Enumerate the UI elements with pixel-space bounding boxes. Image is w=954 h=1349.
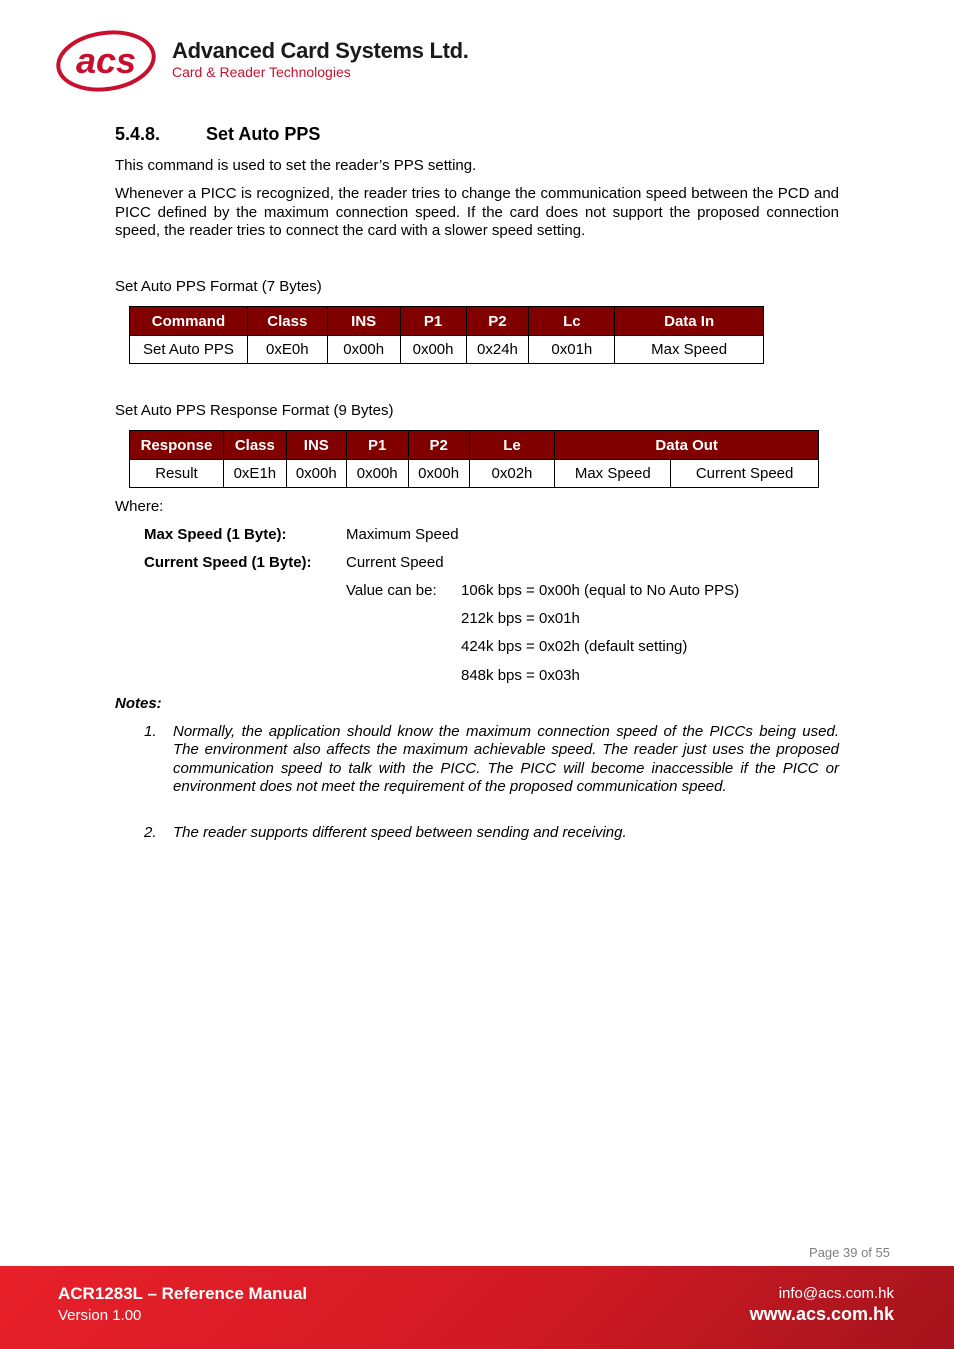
table-row (130, 336, 764, 364)
value-label: Value can be: (346, 582, 437, 599)
table-cell: 0x01h (529, 336, 615, 364)
table-row (130, 460, 819, 488)
response-format-table (129, 430, 819, 488)
table-cell: 0x02h (469, 460, 555, 488)
table-cell: Max Speed (615, 336, 764, 364)
note-text: The reader supports different speed between sending and receiving. (173, 824, 627, 841)
command-format-table (129, 306, 764, 364)
table-cell: 0x00h (346, 460, 408, 488)
current-speed-desc: Current Speed (346, 554, 444, 571)
table-cell: Current Speed (671, 460, 819, 488)
notes-label: Notes: (115, 695, 162, 712)
footer-email-link[interactable]: info@acs.com.hk (778, 1285, 894, 1302)
header-cell: Data In (615, 307, 764, 336)
table-header-row (130, 307, 764, 336)
table-cell: Max Speed (555, 460, 671, 488)
speed-value: 848k bps = 0x03h (461, 667, 580, 684)
command-table-caption: Set Auto PPS Format (7 Bytes) (115, 278, 322, 295)
table-cell: 0xE0h (247, 336, 327, 364)
table-cell: 0x00h (408, 460, 469, 488)
footer-manual-title: ACR1283L – Reference Manual (58, 1284, 308, 1303)
table-cell: 0x00h (286, 460, 346, 488)
speed-value: 106k bps = 0x00h (equal to No Auto PPS) (461, 582, 740, 599)
header-cell: Le (469, 431, 555, 460)
max-speed-desc: Maximum Speed (346, 526, 459, 543)
footer-website-link[interactable]: www.acs.com.hk (749, 1304, 894, 1324)
company-tagline: Card & Reader Technologies (172, 64, 351, 80)
header-cell: P2 (466, 307, 529, 336)
response-table-caption: Set Auto PPS Response Format (9 Bytes) (115, 402, 394, 419)
note-number: 1. (144, 723, 157, 740)
table-cell: Result (130, 460, 224, 488)
svg-text:acs: acs (75, 40, 137, 81)
section-title: Set Auto PPS (206, 124, 321, 144)
header-cell: Command (130, 307, 248, 336)
table-cell: 0x24h (466, 336, 529, 364)
intro-paragraph: This command is used to set the reader’s PPS setting. (115, 157, 477, 174)
table-header-row (130, 431, 819, 460)
description-paragraph: Whenever a PICC is recognized, the reader tries to change the communication speed between the PCD and PICC defined by the maximum connection speed. If the card does not support the proposed connection speed, the reader tries to connect the card with a slower speed setting. (115, 185, 839, 239)
header-cell: P1 (400, 307, 466, 336)
table-cell: 0x00h (327, 336, 400, 364)
header-cell: INS (327, 307, 400, 336)
footer-bar (0, 1266, 954, 1349)
header-cell: Class (247, 307, 327, 336)
note-text: Normally, the application should know the maximum connection speed of the PICCs being used. The environment also affects the maximum achievable speed. The reader just uses the proposed communication speed to talk with the PICC. The PICC will become inaccessible if the PICC or environment does not meet the requirement of the proposed communication speed. (173, 723, 839, 796)
header-cell: P1 (346, 431, 408, 460)
where-label: Where: (115, 498, 164, 515)
speed-value: 424k bps = 0x02h (default setting) (461, 638, 688, 655)
section-number: 5.4.8. (115, 124, 161, 144)
header-cell: INS (286, 431, 346, 460)
footer-version: Version 1.00 (58, 1307, 142, 1324)
header-cell: Class (223, 431, 286, 460)
current-speed-term: Current Speed (1 Byte): (144, 554, 312, 571)
company-name: Advanced Card Systems Ltd. (172, 38, 469, 63)
header-cell: Lc (529, 307, 615, 336)
table-cell: 0xE1h (223, 460, 286, 488)
note-number: 2. (144, 824, 157, 841)
table-cell: 0x00h (400, 336, 466, 364)
table-cell: Set Auto PPS (130, 336, 248, 364)
header-cell: Data Out (555, 431, 819, 460)
speed-value: 212k bps = 0x01h (461, 610, 580, 627)
header-cell: P2 (408, 431, 469, 460)
page-number: Page 39 of 55 (809, 1245, 890, 1260)
header-cell: Response (130, 431, 224, 460)
acs-logo-icon (55, 30, 165, 94)
max-speed-term: Max Speed (1 Byte): (144, 526, 287, 543)
